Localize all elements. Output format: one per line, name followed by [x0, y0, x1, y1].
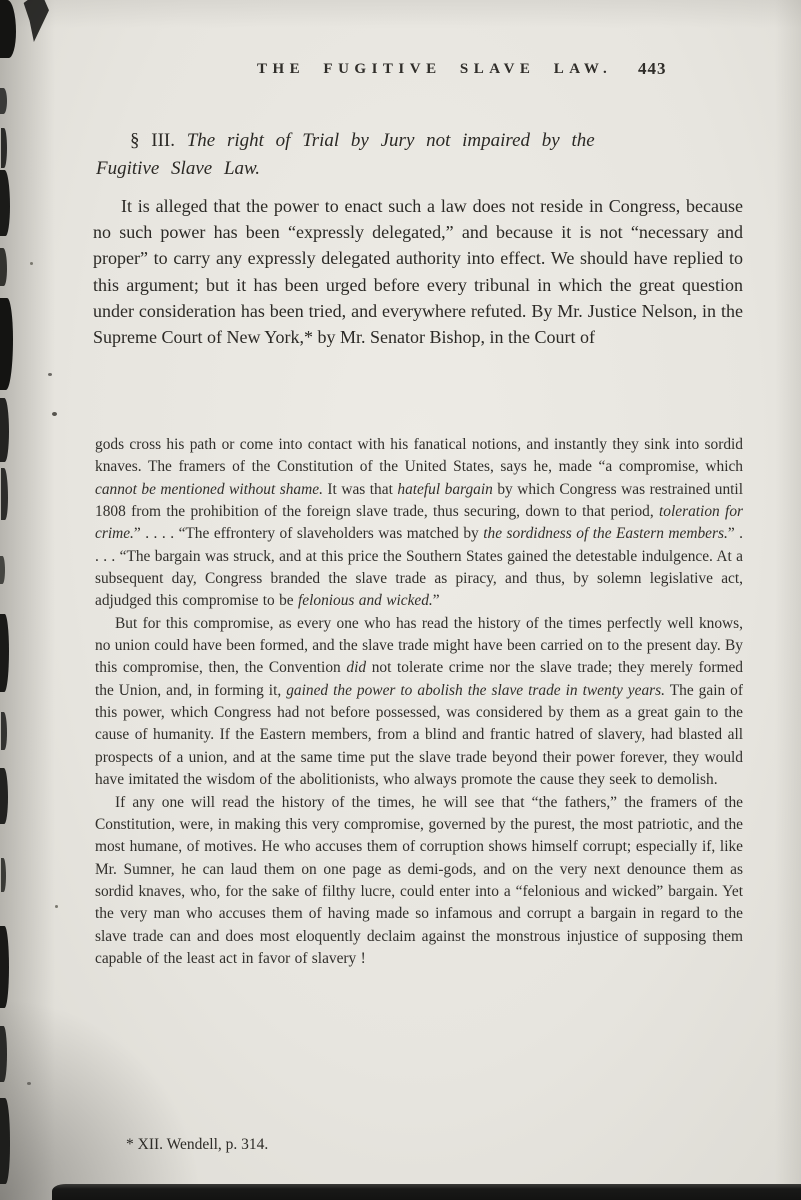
binding-ink-mark [0, 88, 7, 114]
main-text [93, 193, 743, 350]
binding-ink-mark [0, 170, 10, 236]
running-title: THE FUGITIVE SLAVE LAW. [257, 61, 613, 77]
ink-speck [55, 905, 58, 908]
binding-ink-mark [1, 468, 8, 520]
ink-speck [48, 373, 52, 376]
binding-ink-mark [0, 768, 8, 824]
section-heading: § III. The right of Trial by Jury not impaired by the Fugitive Slave Law. [96, 130, 595, 179]
binding-ink-mark [0, 298, 13, 390]
ink-speck [30, 262, 33, 265]
footnote-citation: * XII. Wendell, p. 314. [126, 1136, 269, 1153]
footnote-paragraph: gods cross his path or come into contact with his fanatical notions, and instantly they sink into sordid knaves. The framers of the Constitution of the United States, says he, made “a compromise, which cannot be mentioned without shame. It was that hateful bargain by which Congress was restrained until 1808 from the prohibition of the foreign slave trade, thus securing, down to that period, toleration for crime.” . . . . “The effrontery of slaveholders was matched by the sordidness of the Eastern members.” . . . . “The bargain was struck, and at this price the Southern States gained the detestable indulgence. At a subsequent day, Congress branded the slave trade as piracy, and thus, by solemn legislative act, adjudged this compromise to be felonious and wicked.” [95, 436, 743, 610]
footnote-paragraph: If any one will read the history of the times, he will see that “the fathers,” the framers of the Constitution, were, in making this very compromise, governed by the purest, the most patriotic, and the most humane, of motives. He who accuses them of corruption shows himself corrupt; especially if, like Mr. Sumner, he can laud them on one page as demi-gods, and on the very next denounce them as sordid knaves, who, for the sake of filthy lucre, could enter into a “felonious and wicked” bargain. Yet the very man who accuses them of having made so infamous and corrupt a bargain in regard to the slave trade can and does most eloquently declaim against the monstrous injustice of supposing them capable of the least act in favor of slavery ! [95, 793, 743, 967]
binding-ink-mark [0, 926, 9, 1008]
binding-ink-mark [1, 128, 7, 168]
ink-mark-icon [20, 0, 51, 43]
body-paragraph: It is alleged that the power to enact such a law does not reside in Congress, because no such power has been “expressly delegated,” and because it is not “necessary and proper” to carry any expressly delegated authority into effect. We should have replied to this argument; but it has been urged before every tribunal in which the great question under consideration has been tried, and everywhere refuted. By Mr. Justice Nelson, in the Supreme Court of New York,* by Mr. Senator Bishop, in the Court of [93, 196, 743, 348]
page-edge-shadow [52, 1184, 801, 1200]
binding-ink-mark [0, 614, 9, 692]
binding-ink-mark [0, 0, 16, 58]
footnote-paragraph: But for this compromise, as every one who has read the history of the times perfectly well knows, no union could have been formed, and the slave trade might have been carried on to the present day. By this compromise, then, the Convention did not tolerate crime nor the slave trade; they merely formed the Union, and, in forming it, gained the power to abolish the slave trade in twenty years. The gain of this power, which Congress had not before possessed, was considered by them as a great gain to the cause of humanity. If the Eastern members, from a blind and frantic hatred of slavery, had blasted all prospects of a union, and at the same time put the slave trade beyond their power forever, they would have imitated the wisdom of the abolitionists, who always promote the cause they seek to demolish. [95, 614, 744, 789]
binding-ink-mark [0, 248, 7, 286]
binding-ink-mark [0, 1098, 10, 1184]
page-number: 443 [638, 59, 667, 78]
ink-speck [52, 412, 57, 416]
footnote-block [95, 434, 743, 970]
binding-ink-mark [1, 858, 6, 892]
ink-speck [27, 1082, 31, 1085]
binding-ink-mark [1, 712, 7, 750]
binding-ink-mark [0, 1026, 7, 1082]
binding-ink-mark [0, 556, 5, 584]
binding-ink-mark [0, 398, 9, 462]
